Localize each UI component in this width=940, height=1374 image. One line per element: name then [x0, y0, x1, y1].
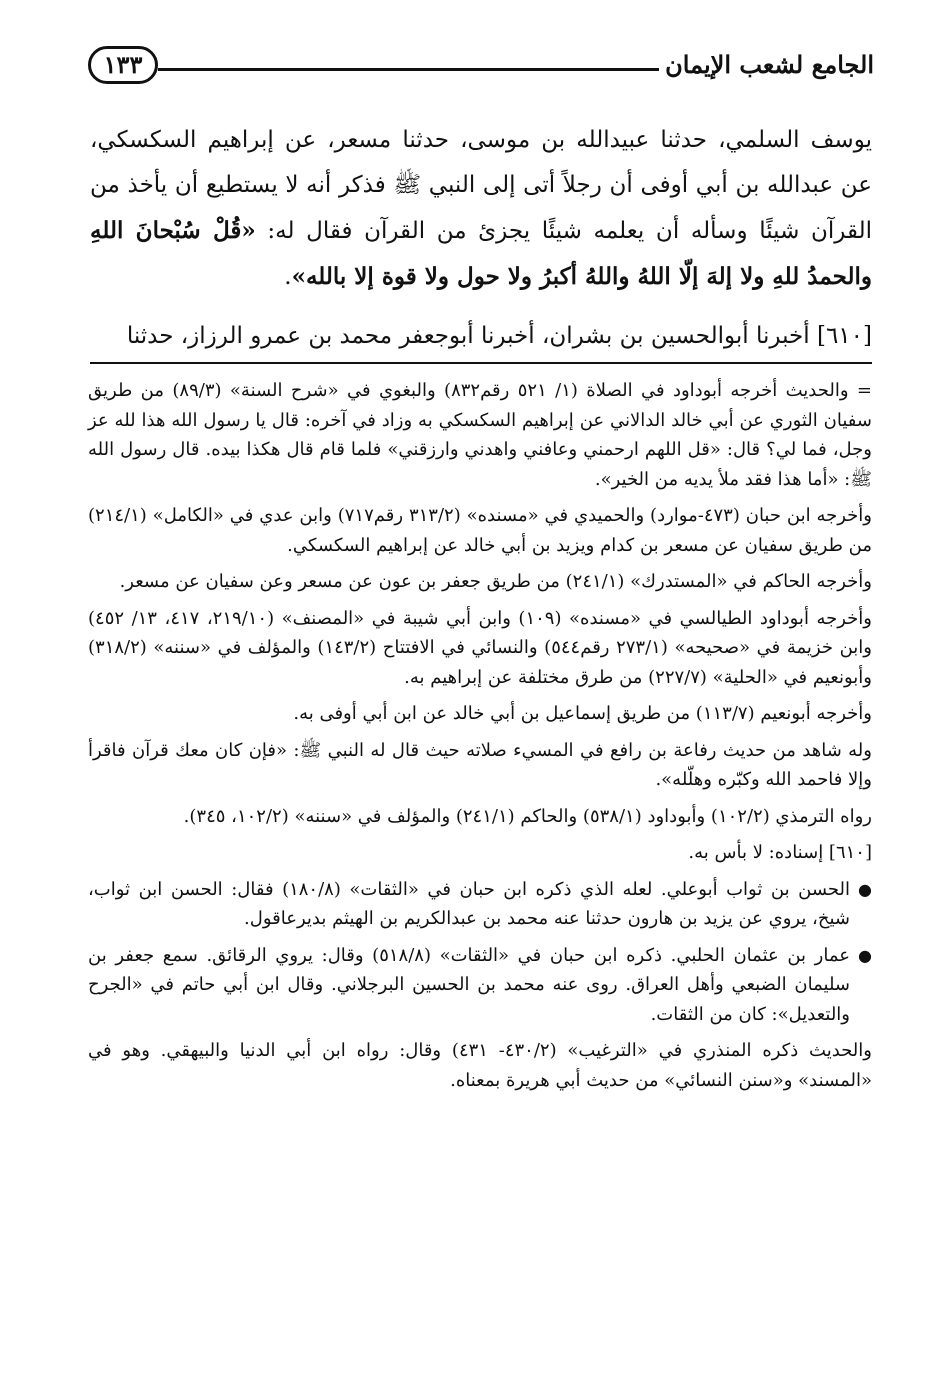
bullet-icon: ●	[858, 945, 872, 965]
footnote-paragraph: والحديث ذكره المنذري في «الترغيب» (٤٣٠/٢- ٤٣١) وقال: رواه ابن أبي الدنيا والبيهقي. وهو في «المسند» و«سنن النسائي» من حديث أبي هريرة بمعناه.	[88, 1040, 872, 1091]
hadith-quote: «قُلْ سُبْحانَ اللهِ والحمدُ للهِ ولا إلهَ إلّا اللهُ واللهُ أكبرُ ولا حول ولا قوة إلا بالله»	[90, 217, 872, 290]
body-text: يوسف السلمي، حدثنا عبيدالله بن موسى، حدثنا مسعر، عن إبراهيم السكسكي، عن عبدالله بن أبي أوفى أن رجلاً أتى إلى النبي ﷺ فذكر أنه لا يستطيع أن يأخذ من القرآن شيئًا وسأله أن يعلمه شيئًا يجزئ من القرآن فقال له:	[90, 127, 872, 244]
body-text-end: .	[284, 264, 292, 290]
narrator-note	[88, 875, 872, 934]
footnote-paragraph: [٦١٠] إسناده: لا بأس به.	[688, 842, 872, 863]
footnote-paragraph: وأخرجه أبوداود الطيالسي في «مسنده» (١٠٩) وابن أبي شيبة في «المصنف» (٢١٩/١٠، ٤١٧، ١٣/ ٤٥٢) وابن خزيمة في «صحيحه» (٢٧٣/١ رقم٥٤٤) والنسائي في الافتتاح (١٤٣/٢) والمؤلف في «سننه» (٣١٨/٢) وأبونعيم في «الحلية» (٢٢٧/٧) من طرق مختلفة عن إبراهيم به.	[88, 607, 872, 688]
footnotes	[88, 376, 872, 1102]
bullet-icon: ●	[858, 879, 872, 899]
narrator-note-text: عمار بن عثمان الحلبي. ذكره ابن حبان في «الثقات» (٥١٨/٨) وقال: يروي الرقائق. سمع جعفر بن سليمان الضبعي وأهل العراق. روى عنه محمد بن الحسين البرجلاني. وقال ابن أبي حاتم في «الجرح والتعديل»: كان من الثقات.	[88, 944, 850, 1025]
footnote-paragraph: رواه الترمذي (١٠٢/٢) وأبوداود (٥٣٨/١) والحاكم (٢٤١/١) والمؤلف في «سننه» (١٠٢/٢، ٣٤٥).	[183, 805, 872, 827]
footnote-paragraph: وأخرجه الحاكم في «المستدرك» (٢٤١/١) من طريق جعفر بن عون عن مسعر وعن سفيان عن مسعر.	[119, 571, 872, 592]
footnote-paragraph: وله شاهد من حديث رفاعة بن رافع في المسيء صلاته حيث قال له النبي ﷺ: «فإن كان معك قرآن فاقرأ وإلا فاحمد الله وكبّره وهلّله».	[88, 739, 872, 790]
header-rule	[158, 68, 659, 71]
main-text	[90, 118, 872, 359]
footnote-paragraph: وأخرجه أبونعيم (١١٣/٧) من طريق إسماعيل بن أبي خالد عن ابن أبي أوفى به.	[293, 703, 872, 724]
page-number: ١٣٣	[88, 46, 158, 84]
running-title: الجامع لشعب الإيمان	[665, 50, 874, 79]
narrator-note	[88, 941, 872, 1030]
body-paragraph-610: [٦١٠] أخبرنا أبوالحسين بن بشران، أخبرنا أبوجعفر محمد بن عمرو الرزاز، حدثنا	[126, 323, 872, 349]
page-header	[88, 44, 874, 92]
footnote-separator	[90, 362, 872, 364]
footnote-paragraph: وأخرجه ابن حبان (٤٧٣-موارد) والحميدي في «مسنده» (٣١٣/٢ رقم٧١٧) وابن عدي في «الكامل» (٢١٤/١) من طريق سفيان عن مسعر بن كدام ويزيد بن أبي خالد عن إبراهيم السكسكي.	[88, 505, 873, 556]
footnote-paragraph: = والحديث أخرجه أبوداود في الصلاة (١/ ٥٢١ رقم٨٣٢) والبغوي في «شرح السنة» (٨٩/٣) من طريق سفيان الثوري عن أبي خالد الدالاني عن إبراهيم السكسكي به وزاد في آخره: قال يا رسول الله هذا لله عز وجل، فما لي؟ قال: «قل اللهم ارحمني وعافني واهدني وارزقني» فلما قام قال هكذا بيده. قال رسول الله ﷺ: «أما هذا فقد ملأ يديه من الخير».	[88, 380, 872, 490]
narrator-note-text: الحسن بن ثواب أبوعلي. لعله الذي ذكره ابن حبان في «الثقات» (١٨٠/٨) فقال: الحسن ابن ثواب، شيخ، يروي عن يزيد بن هارون حدثنا عنه محمد بن عبدالكريم بن الهيثم بديرعاقول.	[88, 878, 850, 929]
body-paragraph	[90, 118, 872, 300]
